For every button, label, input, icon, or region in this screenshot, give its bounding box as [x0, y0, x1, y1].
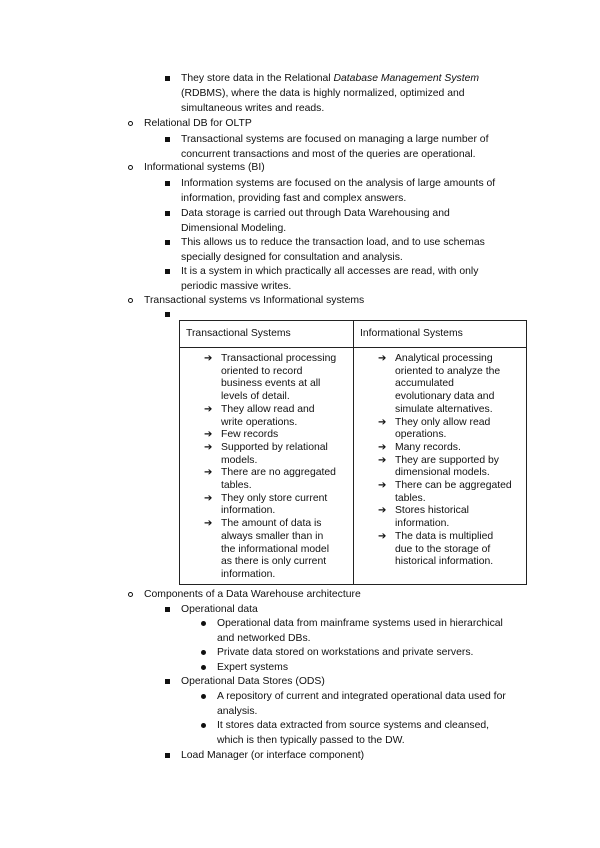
arrow-bullet-icon: ➔	[378, 416, 387, 428]
col1-item-text-line: Transactional processing	[221, 353, 337, 364]
bi-item-3-line-1: This allows us to reduce the transaction load, and to use schemas	[181, 237, 485, 248]
square-bullet-icon	[165, 181, 170, 186]
col2-arrow-list	[354, 353, 526, 569]
ods-label: Operational Data Stores (ODS)	[181, 676, 325, 687]
col2-header: Informational Systems	[354, 321, 527, 348]
col2-item-text-line: operations.	[395, 429, 447, 441]
ods-b1-line-1: A repository of current and integrated operational data used for	[217, 691, 506, 702]
dot-bullet-icon	[201, 694, 206, 699]
operational-data-label: Operational data	[181, 604, 258, 615]
col2-item-text-line: They only allow read	[395, 416, 491, 428]
oltp-item-line-1: Transactional systems are focused on managing a large number of	[181, 134, 489, 145]
components-heading: Components of a Data Warehouse architecture	[144, 589, 361, 600]
col1-item-text-line: They only store current	[221, 492, 328, 504]
opdata-b1-line-2: and networked DBs.	[217, 633, 311, 644]
col2-list-item	[354, 505, 526, 530]
opdata-b3: Expert systems	[217, 662, 289, 673]
col2-item-text-line: historical information.	[395, 556, 494, 568]
col1-item-text-line: levels of detail.	[221, 391, 290, 403]
col2-item-text-line: simulate alternatives.	[395, 403, 493, 415]
col1-list-item	[180, 442, 353, 467]
col2-item-text-line: There can be aggregated	[395, 480, 512, 492]
ods-b2-line-1: It stores data extracted from source systems and cleansed,	[217, 720, 490, 731]
circle-bullet-icon	[128, 298, 133, 303]
col1-item-text-line: There are no aggregated	[221, 467, 336, 479]
table-header-row	[180, 321, 527, 348]
col2-item-text-line: Analytical processing	[395, 353, 493, 364]
intro-line-1	[181, 71, 479, 86]
square-bullet-icon	[165, 211, 170, 216]
col1-item-text-line: write operations.	[221, 416, 298, 428]
arrow-bullet-icon: ➔	[378, 530, 387, 542]
square-bullet-icon	[165, 753, 170, 758]
col1-list-item	[180, 518, 353, 582]
col2-item-text-line: evolutionary data and	[395, 391, 495, 403]
col1-list-item	[180, 493, 353, 518]
dot-bullet-icon	[201, 665, 206, 670]
circle-bullet-icon	[128, 165, 133, 170]
bi-item-2-line-1: Data storage is carried out through Data Warehousing and	[181, 208, 450, 219]
intro-italic-text: Database Management System	[333, 73, 480, 84]
arrow-bullet-icon: ➔	[378, 353, 387, 364]
col2-cell	[354, 348, 527, 585]
col1-list-item	[180, 404, 353, 429]
circle-bullet-icon	[128, 121, 133, 126]
oltp-item-line-2: concurrent transactions and most of the queries are operational.	[181, 149, 476, 160]
col1-item-text-line: information.	[221, 568, 276, 580]
intro-line-3: simultaneous writes and reads.	[181, 103, 325, 114]
load-manager-label: Load Manager (or interface component)	[181, 750, 365, 761]
col2-item-text-line: due to the storage of	[395, 543, 491, 555]
dot-bullet-icon	[201, 621, 206, 626]
circle-bullet-icon	[128, 592, 133, 597]
col2-item-text-line: tables.	[395, 492, 426, 504]
square-bullet-icon	[165, 240, 170, 245]
col1-item-text-line: the informational model	[221, 543, 330, 555]
col1-item-text-line: The amount of data is	[221, 518, 322, 530]
col1-item-text-line: They allow read and	[221, 403, 315, 415]
col2-list-item	[354, 480, 526, 505]
arrow-bullet-icon: ➔	[378, 441, 387, 453]
dot-bullet-icon	[201, 650, 206, 655]
ods-b1-line-2: analysis.	[217, 706, 258, 717]
arrow-bullet-icon: ➔	[378, 505, 387, 517]
col1-header: Transactional Systems	[180, 321, 354, 348]
bi-heading: Informational systems (BI)	[144, 162, 265, 173]
col2-item-text-line: The data is multiplied	[395, 530, 494, 542]
col2-item-text-line: information.	[395, 518, 450, 530]
intro-text: They store data in the Relational	[181, 73, 334, 84]
col2-list-item	[354, 353, 526, 417]
arrow-bullet-icon: ➔	[378, 454, 387, 466]
arrow-bullet-icon: ➔	[204, 441, 213, 453]
square-bullet-icon	[165, 269, 170, 274]
arrow-bullet-icon: ➔	[204, 403, 213, 415]
col2-list-item	[354, 455, 526, 480]
col2-item-text-line: oriented to analyze the	[395, 365, 501, 377]
col1-list-item	[180, 467, 353, 492]
arrow-bullet-icon: ➔	[204, 429, 213, 441]
bi-item-1-line-2: information, providing fast and complex answers.	[181, 193, 407, 204]
square-bullet-icon	[165, 76, 170, 81]
col2-list-item	[354, 442, 526, 455]
bi-item-3-line-2: specially designed for consultation and analysis.	[181, 252, 403, 263]
col2-item-text-line: Stores historical	[395, 505, 469, 517]
col1-item-text-line: oriented to record	[221, 365, 303, 377]
col2-item-text-line: Many records.	[395, 441, 461, 453]
opdata-b2: Private data stored on workstations and private servers.	[217, 647, 474, 658]
bi-item-4-line-2: periodic massive writes.	[181, 281, 292, 292]
col1-item-text-line: information.	[221, 505, 276, 517]
col1-item-text-line: Few records	[221, 429, 279, 441]
arrow-bullet-icon: ➔	[204, 492, 213, 504]
table-body-row	[180, 348, 527, 585]
arrow-bullet-icon: ➔	[204, 467, 213, 479]
col1-item-text-line: business events at all	[221, 378, 321, 390]
bi-item-1-line-1: Information systems are focused on the analysis of large amounts of	[181, 178, 496, 189]
col1-list-item	[180, 429, 353, 442]
arrow-bullet-icon: ➔	[204, 518, 213, 530]
col1-cell	[180, 348, 354, 585]
col1-item-text-line: Supported by relational	[221, 441, 328, 453]
ods-b2-line-2: which is then typically passed to the DW.	[217, 735, 405, 746]
col2-item-text-line: dimensional models.	[395, 467, 490, 479]
compare-heading: Transactional systems vs Informational systems	[144, 295, 365, 306]
intro-line-2: (RDBMS), where the data is highly normalized, optimized and	[181, 88, 465, 99]
col1-list-item	[180, 353, 353, 404]
oltp-heading: Relational DB for OLTP	[144, 118, 252, 129]
opdata-b1-line-1: Operational data from mainframe systems used in hierarchical	[217, 618, 503, 629]
col2-item-text-line: They are supported by	[395, 454, 499, 466]
col1-item-text-line: tables.	[221, 480, 252, 492]
arrow-bullet-icon: ➔	[204, 353, 213, 364]
col2-list-item	[354, 531, 526, 569]
bi-item-4-line-1: It is a system in which practically all accesses are read, with only	[181, 266, 479, 277]
square-bullet-icon	[165, 137, 170, 142]
col1-item-text-line: always smaller than in	[221, 530, 324, 542]
col1-item-text-line: models.	[221, 454, 258, 466]
square-bullet-icon	[165, 607, 170, 612]
col2-item-text-line: accumulated	[395, 378, 454, 390]
bi-item-2-line-2: Dimensional Modeling.	[181, 223, 287, 234]
comparison-table	[179, 320, 527, 585]
arrow-bullet-icon: ➔	[378, 480, 387, 492]
col1-arrow-list	[180, 353, 353, 582]
square-bullet-icon	[165, 312, 170, 317]
dot-bullet-icon	[201, 723, 206, 728]
col1-item-text-line: as there is only current	[221, 556, 327, 568]
col2-list-item	[354, 417, 526, 442]
square-bullet-icon	[165, 679, 170, 684]
